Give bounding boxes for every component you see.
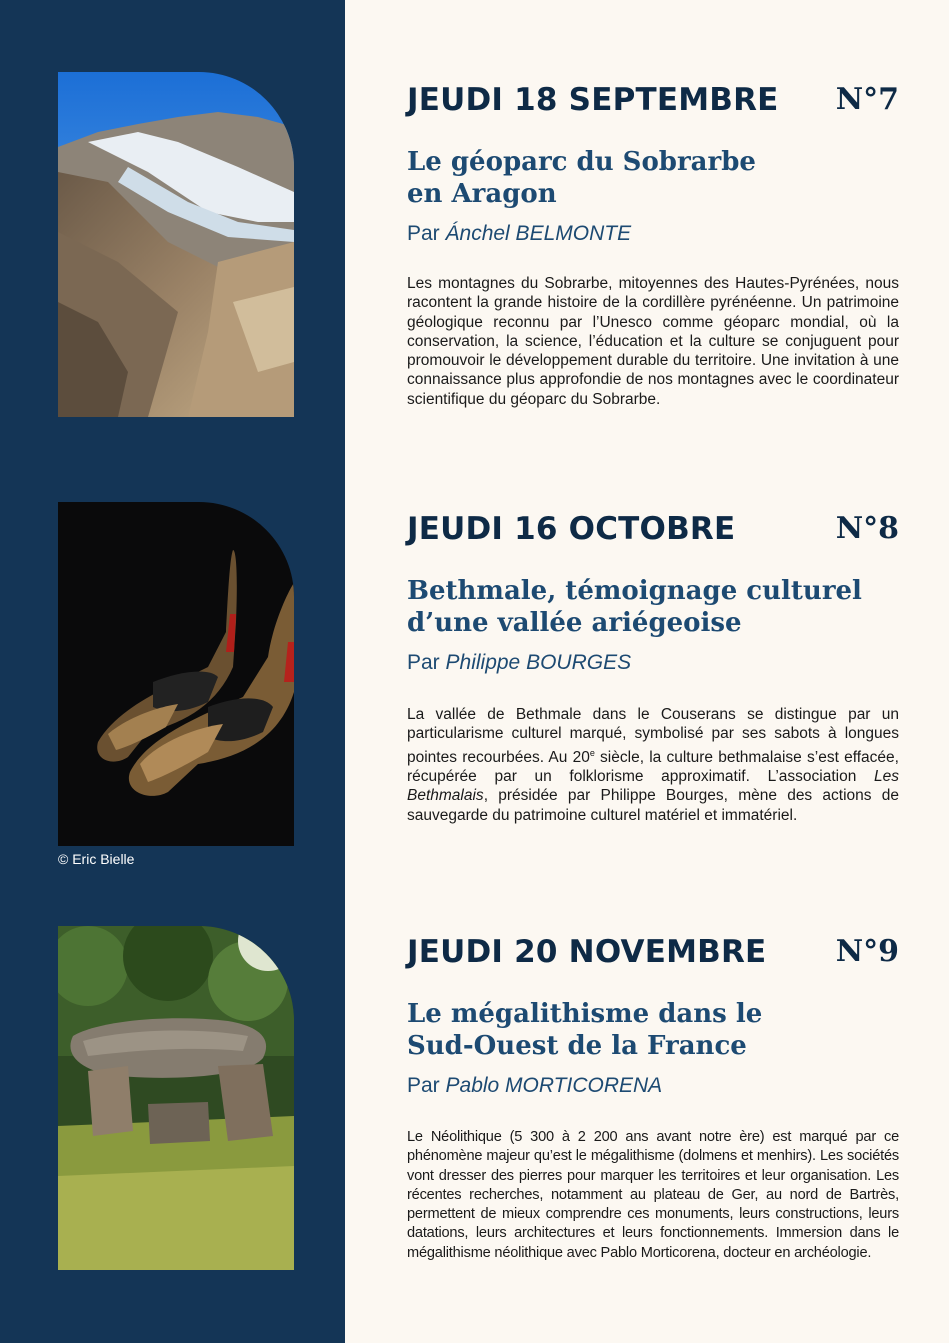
event-speaker: Par Philippe BOURGES (407, 651, 632, 674)
event-title: Bethmale, témoignage culturel d’une vallée ariégeoise (407, 576, 862, 638)
event-8 (407, 511, 899, 851)
photo-credit: © Eric Bielle (58, 851, 135, 867)
sidebar-band (0, 0, 345, 1343)
event-date: JEUDI 18 SEPTEMBRE (407, 82, 779, 118)
event-number: N°8 (835, 511, 899, 546)
event-title: Le mégalithisme dans le Sud-Ouest de la France (407, 999, 763, 1061)
event-speaker: Par Ánchel BELMONTE (407, 222, 632, 245)
event-title: Le géoparc du Sobrarbe en Aragon (407, 147, 756, 209)
event-description: La vallée de Bethmale dans le Couserans se distingue par un particularisme culturel marqué, symbolisé par ses sabots à longues pointes recourbées. Au 20e siècle, la culture bethmalaise s’est effacée, récupérée par un folklorisme approximatif. L’association Les Bethmalais, présidée par Philippe Bourges, mène des actions de sauvegarde du patrimoine culturel matériel et immatériel. (407, 706, 899, 824)
event-number: N°7 (835, 82, 899, 117)
event-description: Les montagnes du Sobrarbe, mitoyennes des Hautes-Pyrénées, nous racontent la grande histoire de la cordillère pyrénéenne. Un patrimoine géologique reconnu par l’Unesco comme géoparc mondial, où la conservation, la science, l’éducation et la culture se conjuguent pour promouvoir le développement durable du territoire. Une invitation à une connaissance plus approfondie de nos montagnes avec le coordinateur scientifique du géoparc du Sobrarbe. (407, 275, 899, 408)
event-7 (407, 82, 899, 432)
event-date: JEUDI 20 NOVEMBRE (407, 934, 767, 970)
event-description: Le Néolithique (5 300 à 2 200 ans avant notre ère) est marqué par ce phénomène majeur qu’est le mégalithisme (dolmens et menhirs). Les sociétés vont dresser des pierres pour marquer les territoires et leur organisation. Les récentes recherches, notamment au plateau de Ger, au nord de Bartrès, permettent de mieux comprendre ces monuments, leurs constructions, leurs datations, leurs architectures et leurs fonctionnements. Immersion dans le mégalithisme néolithique avec Pablo Morticorena, docteur en archéologie. (407, 1129, 899, 1261)
event-number: N°9 (835, 934, 899, 969)
event-9 (407, 934, 899, 1294)
sabots-photo (58, 502, 294, 846)
event-date: JEUDI 16 OCTOBRE (407, 511, 736, 547)
dolmen-photo (58, 926, 294, 1270)
mountain-photo (58, 72, 294, 417)
event-speaker: Par Pablo MORTICORENA (407, 1074, 663, 1097)
